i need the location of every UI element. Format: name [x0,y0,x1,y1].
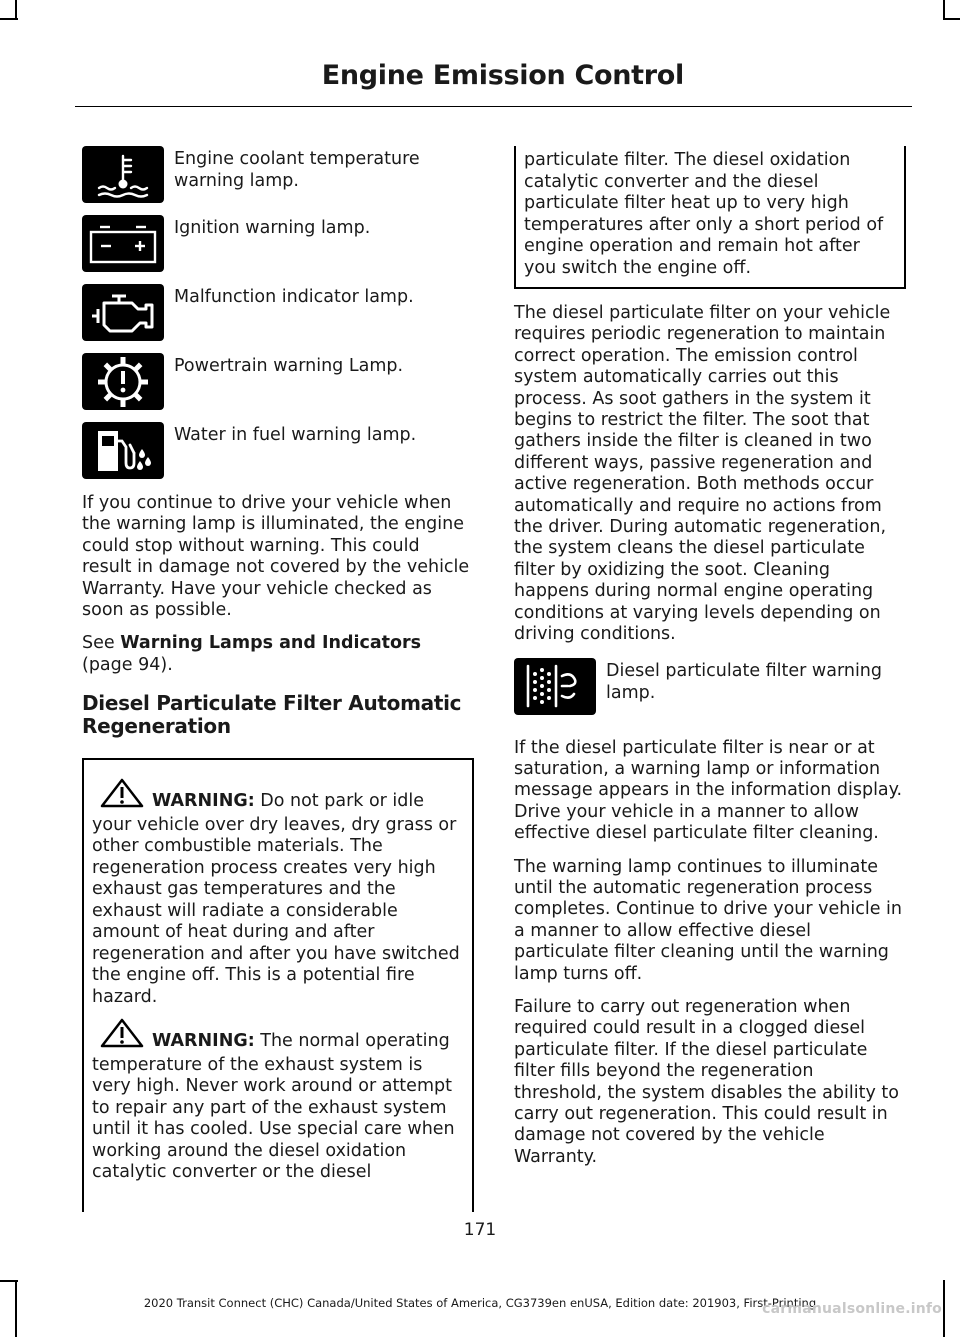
header-divider [75,106,912,107]
lamp-description: Powertrain warning Lamp. [174,356,404,376]
see-prefix: See [82,633,121,654]
lamp-row-dpf [514,658,906,738]
page-title: Engine Emission Control [321,60,684,91]
footer-edition: 2020 Transit Connect (CHC) Canada/United States of America, CG3739en enUSA, Edition date: 201903, First-Printing [143,1296,817,1310]
warning-box-continued [514,146,906,289]
lamp-row-coolant [82,146,474,215]
section-heading: Diesel Particulate Filter Automatic Regeneration [82,691,462,739]
crop-mark [0,18,18,20]
engine-icon [82,284,164,341]
see-reference [82,633,474,676]
lamp-row-powertrain [82,353,474,422]
lamp-description: Water in fuel warning lamp. [174,425,417,445]
warning-text: particulate filter. The diesel oxidation catalytic converter and the diesel particulate filter heat up to very high temperatures after only a short period of engine operation and remain hot after you switch the engine off. [524,150,884,278]
warning-label: WARNING: [152,791,255,812]
right-column [514,146,906,1180]
body-paragraph: If the diesel particulate filter is near or at saturation, a warning lamp or information message appears in the information display. Drive your vehicle in a manner to allow effective diesel particulate filter cleaning. [514,737,903,844]
body-paragraph: Failure to carry out regeneration when required could result in a clogged diesel particulate filter. If the diesel particulate filter fills beyond the regeneration threshold, the system disables the ability to carry out regeneration. This could result in damage not covered by the vehicle Warranty. [514,996,899,1167]
water-in-fuel-icon [82,422,164,479]
crop-mark [15,0,17,20]
powertrain-gear-icon [82,353,164,410]
warning-item [92,778,464,1008]
diesel-particulate-filter-icon [514,658,596,715]
warning-item [92,1018,464,1184]
body-paragraph: The warning lamp continues to illuminate until the automatic regeneration process completes. Continue to drive your vehicle in a manner to allow effective diesel particulate filter cleaning until the warning lamp turns off. [514,856,902,984]
left-column [82,146,474,1212]
cross-reference-link[interactable]: Warning Lamps and Indicators [120,633,422,654]
warning-box [82,758,474,1212]
crop-mark [943,0,945,20]
lamp-row-ignition [82,215,474,284]
warning-triangle-icon [100,1018,144,1055]
lamp-row-water-in-fuel [82,422,474,491]
battery-icon [82,215,164,272]
crop-mark [943,18,960,20]
lamp-description: Ignition warning lamp. [174,218,371,238]
coolant-temperature-icon [82,146,164,203]
page-number: 171 [463,1220,497,1240]
page-reference: (page 94). [82,654,173,675]
crop-mark [0,1280,18,1282]
warning-label: WARNING: [152,1031,255,1052]
lamp-row-malfunction [82,284,474,353]
warning-text: The normal operating temperature of the exhaust system is very high. Never work around or attempt to repair any part of the exhaust system until it has cooled. Use special care when working around the diesel oxidation catalytic converter or the diesel [92,1031,455,1183]
warning-text: Do not park or idle your vehicle over dry leaves, dry grass or other combustible materials. The regeneration process creates very high exhaust gas temperatures and the exhaust will radiate a considerable amount of heat during and after regeneration and after you have switched the engine off. This is a potential fire hazard. [92,791,460,1007]
watermark[interactable]: carmanualsonline.info [762,1301,942,1317]
lamp-description: Engine coolant temperature warning lamp. [174,149,420,191]
lamp-description: Diesel particulate filter warning lamp. [606,660,883,703]
warning-triangle-icon [100,778,144,815]
lamp-description: Malfunction indicator lamp. [174,287,414,307]
body-paragraph: If you continue to drive your vehicle when the warning lamp is illuminated, the engine could stop without warning. This could result in damage not covered by the vehicle Warranty. Have your vehicle checked as soon as possible. [82,493,470,621]
body-paragraph: The diesel particulate filter on your vehicle requires periodic regeneration to maintain correct operation. The emission control system automatically carries out this process. As soot gathers in the system it begins to restrict the filter. The soot that gathers inside the filter is cleaned in two different ways, passive regeneration and active regeneration. Both methods occur automatically and require no actions from the driver. During automatic regeneration, the system cleans the diesel particulate filter by oxidizing the soot. Cleaning happens during normal engine operating conditions at varying levels depending on driving conditions. [514,303,891,645]
